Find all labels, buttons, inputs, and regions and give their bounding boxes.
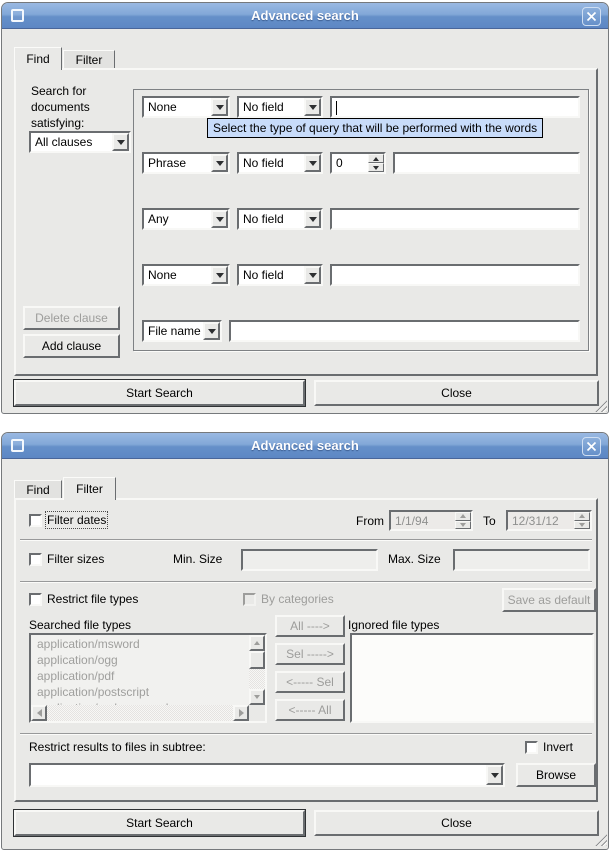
invert-label[interactable]: Invert bbox=[543, 740, 574, 754]
tab-filter-label: Filter bbox=[76, 482, 103, 496]
filter-sizes-label: Filter sizes bbox=[47, 552, 105, 566]
restrict-file-types-checkbox[interactable] bbox=[29, 593, 42, 606]
tab-find[interactable] bbox=[14, 47, 62, 70]
filter-dates-checkbox[interactable] bbox=[29, 514, 42, 527]
close-icon[interactable] bbox=[582, 437, 601, 456]
from-date-spinner bbox=[389, 510, 473, 531]
titlebar[interactable] bbox=[2, 3, 608, 29]
restrict-file-types-label: Restrict file types bbox=[47, 592, 139, 606]
clause-4-text-input[interactable] bbox=[330, 264, 580, 286]
scrollbar-thumb bbox=[249, 651, 265, 669]
window-title: Advanced search bbox=[251, 438, 359, 453]
spin-down-icon[interactable] bbox=[368, 163, 384, 172]
move-selected-right-button bbox=[275, 643, 345, 665]
scroll-down-icon bbox=[249, 689, 265, 705]
spin-up-icon bbox=[455, 512, 471, 521]
clause-3-type-value: Any bbox=[144, 210, 211, 228]
max-size-input bbox=[453, 549, 590, 571]
subtree-label: Restrict results to files in subtree: bbox=[29, 740, 206, 754]
filter-sizes-checkbox[interactable] bbox=[29, 553, 42, 566]
scrollbar-track bbox=[47, 705, 233, 721]
from-date-value: 1/1/94 bbox=[391, 512, 455, 529]
chevron-down-icon[interactable] bbox=[304, 154, 321, 172]
chevron-down-icon[interactable] bbox=[304, 266, 321, 284]
close-button[interactable] bbox=[314, 380, 599, 406]
advanced-search-window-filter bbox=[1, 432, 609, 850]
move-all-left-label: <----- All bbox=[288, 703, 332, 717]
from-label: From bbox=[356, 514, 384, 528]
clause-row bbox=[142, 96, 580, 118]
tab-filter[interactable] bbox=[63, 50, 115, 68]
clause-2-field-select[interactable] bbox=[237, 152, 323, 174]
spin-up-icon bbox=[574, 512, 590, 521]
by-categories-label: By categories bbox=[261, 592, 334, 606]
subtree-path-combobox[interactable] bbox=[29, 763, 505, 787]
chevron-down-icon[interactable] bbox=[203, 322, 220, 340]
clause-4-type-select[interactable] bbox=[142, 264, 230, 286]
to-label: To bbox=[483, 514, 496, 528]
clause-2-text-input[interactable] bbox=[393, 152, 580, 174]
spin-down-icon bbox=[455, 521, 471, 530]
ignored-file-types-label: Ignored file types bbox=[348, 618, 440, 632]
clause-scope-value: All clauses bbox=[31, 133, 112, 151]
move-selected-right-label: Sel -----> bbox=[286, 647, 334, 661]
titlebar[interactable] bbox=[2, 433, 608, 459]
delete-clause-label: Delete clause bbox=[35, 311, 108, 325]
clause-4-type-value: None bbox=[144, 266, 211, 284]
close-label: Close bbox=[441, 816, 472, 830]
filter-dates-label[interactable]: Filter dates bbox=[47, 513, 107, 527]
move-all-left-button bbox=[275, 699, 345, 721]
clause-3-field-select[interactable] bbox=[237, 208, 323, 230]
clause-row bbox=[142, 152, 580, 174]
start-search-label: Start Search bbox=[126, 386, 193, 400]
clause-1-type-select[interactable] bbox=[142, 96, 230, 118]
add-clause-label: Add clause bbox=[41, 339, 102, 353]
list-item: application/msword bbox=[37, 637, 140, 651]
chevron-down-icon[interactable] bbox=[304, 98, 321, 116]
clause-1-field-value: No field bbox=[239, 98, 304, 116]
scroll-right-icon bbox=[233, 705, 249, 721]
tab-find[interactable] bbox=[14, 480, 62, 498]
query-type-tooltip: Select the type of query that will be performed with the words bbox=[207, 118, 543, 138]
searched-file-types-label: Searched file types bbox=[29, 618, 132, 632]
clause-1-field-select[interactable] bbox=[237, 96, 323, 118]
tab-filter-label: Filter bbox=[75, 52, 103, 67]
to-date-spinner bbox=[506, 510, 592, 531]
window-title: Advanced search bbox=[251, 8, 359, 23]
filename-clause-value: File name bbox=[144, 322, 203, 340]
search-prompt-label: Search for documents satisfying: bbox=[31, 84, 90, 130]
move-selected-left-label: <----- Sel bbox=[286, 675, 334, 689]
separator bbox=[20, 581, 592, 583]
clause-1-type-value: None bbox=[144, 98, 211, 116]
chevron-down-icon[interactable] bbox=[486, 765, 503, 785]
filename-text-input[interactable] bbox=[229, 320, 580, 342]
save-as-default-label: Save as default bbox=[507, 593, 591, 607]
find-tab-pane bbox=[14, 68, 598, 376]
clause-scope-select[interactable] bbox=[29, 131, 131, 153]
browse-label: Browse bbox=[535, 768, 576, 782]
move-all-right-button bbox=[275, 615, 345, 637]
start-search-button[interactable] bbox=[14, 380, 305, 406]
move-all-right-label: All ----> bbox=[290, 619, 330, 633]
spin-down-icon bbox=[574, 521, 590, 530]
ignored-file-types-list bbox=[350, 633, 594, 723]
chevron-down-icon[interactable] bbox=[211, 266, 228, 284]
to-date-value: 12/31/12 bbox=[508, 512, 574, 529]
filter-tab-pane bbox=[14, 498, 598, 802]
text-caret bbox=[336, 101, 337, 115]
min-size-input bbox=[241, 549, 378, 571]
slack-value: 0 bbox=[332, 154, 368, 172]
clause-1-text-input[interactable] bbox=[330, 96, 580, 118]
horizontal-scrollbar bbox=[31, 705, 249, 721]
close-icon[interactable] bbox=[582, 7, 601, 26]
close-button[interactable] bbox=[314, 810, 599, 836]
clause-2-field-value: No field bbox=[239, 154, 304, 172]
tab-filter[interactable] bbox=[63, 477, 116, 500]
clause-2-slack-spinner[interactable] bbox=[330, 152, 386, 174]
searched-file-types-list bbox=[29, 633, 267, 723]
clause-4-field-value: No field bbox=[239, 266, 304, 284]
chevron-down-icon[interactable] bbox=[304, 210, 321, 228]
delete-clause-button bbox=[23, 306, 120, 330]
clause-2-type-value: Phrase bbox=[144, 154, 211, 172]
start-search-label: Start Search bbox=[126, 816, 193, 830]
list-item: application/ogg bbox=[37, 653, 118, 667]
move-selected-left-button bbox=[275, 671, 345, 693]
tab-find-label: Find bbox=[26, 52, 50, 66]
add-clause-button[interactable] bbox=[23, 334, 120, 358]
scrollbar-track bbox=[249, 669, 265, 689]
clause-4-field-select[interactable] bbox=[237, 264, 323, 286]
clause-row bbox=[142, 320, 580, 342]
subtree-path-value[interactable] bbox=[31, 765, 486, 785]
chevron-down-icon[interactable] bbox=[211, 210, 228, 228]
max-size-label: Max. Size bbox=[388, 552, 441, 566]
clause-row bbox=[142, 208, 580, 230]
filename-clause-select[interactable] bbox=[142, 320, 222, 342]
tab-find-label: Find bbox=[26, 482, 50, 497]
browse-button[interactable] bbox=[516, 763, 596, 787]
chevron-down-icon[interactable] bbox=[112, 133, 129, 151]
invert-checkbox[interactable] bbox=[525, 741, 538, 754]
clause-3-type-select[interactable] bbox=[142, 208, 230, 230]
min-size-label: Min. Size bbox=[173, 552, 223, 566]
clause-3-text-input[interactable] bbox=[330, 208, 580, 230]
chevron-down-icon[interactable] bbox=[211, 98, 228, 116]
spin-up-icon[interactable] bbox=[368, 154, 384, 163]
clause-3-field-value: No field bbox=[239, 210, 304, 228]
advanced-search-window-find bbox=[1, 2, 609, 414]
clause-2-type-select[interactable] bbox=[142, 152, 230, 174]
scroll-up-icon bbox=[249, 635, 265, 651]
start-search-button[interactable] bbox=[14, 810, 305, 836]
list-item: application/postscript bbox=[37, 685, 150, 699]
list-item: application/pdf bbox=[37, 669, 115, 683]
vertical-scrollbar bbox=[249, 635, 265, 705]
scroll-left-icon bbox=[31, 705, 47, 721]
by-categories-checkbox bbox=[243, 593, 256, 606]
separator bbox=[20, 539, 592, 541]
clause-row bbox=[142, 264, 580, 286]
chevron-down-icon[interactable] bbox=[211, 154, 228, 172]
close-label: Close bbox=[441, 386, 472, 400]
scrollbar-corner bbox=[249, 705, 265, 721]
save-as-default-button bbox=[502, 588, 596, 612]
separator bbox=[20, 733, 592, 735]
